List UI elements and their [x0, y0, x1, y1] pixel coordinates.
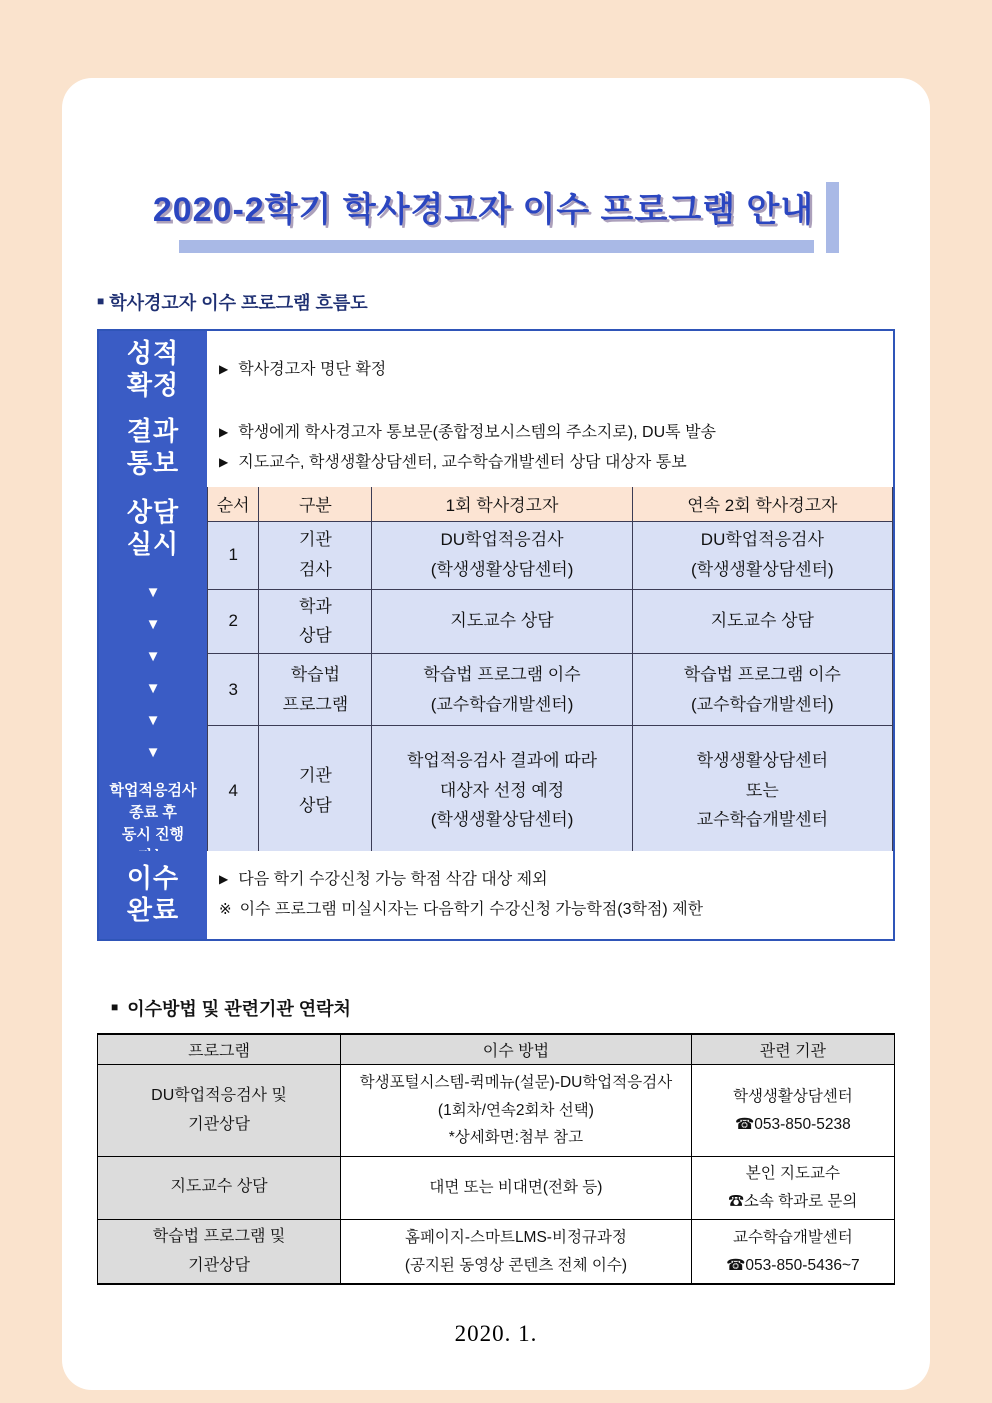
table-row [208, 654, 893, 726]
cell-first-warning: 학업적응검사 결과에 따라 대상자 선정 예정 (학생생활상담센터) [372, 726, 632, 856]
down-arrow-icon: ▼ [145, 712, 161, 730]
sidebar-note-line: 동시 진행 [121, 825, 185, 843]
table-header-row [98, 1034, 895, 1065]
cell-order: 4 [208, 726, 259, 856]
col-header-type: 구분 [259, 487, 372, 521]
stage-label-counsel [99, 487, 207, 851]
sidebar-note-line: 종료 후 [129, 804, 177, 822]
stage-content-grade-confirm [207, 331, 893, 409]
table-row [98, 1219, 895, 1284]
cell-program: 학습법 프로그램 및 기관상담 [98, 1219, 341, 1284]
stage-label-line: 완료 [126, 895, 180, 925]
cell-second-warning: 학생생활상담센터 또는 교수학습개발센터 [632, 726, 892, 856]
title-frame [153, 182, 839, 253]
cell-org: 학생생활상담센터 ☎053-850-5238 [691, 1065, 894, 1157]
stage-label-line: 확정 [126, 370, 180, 400]
cell-type: 기관 검사 [259, 521, 372, 589]
cell-second-warning: 학습법 프로그램 이수 (교수학습개발센터) [632, 654, 892, 726]
flow-note-text: 이수 프로그램 미실시자는 다음학기 수강신청 가능학점(3학점) 제한 [239, 901, 704, 918]
table-row [98, 1157, 895, 1220]
contact-section-heading [97, 995, 895, 1021]
cell-type: 학과 상담 [259, 589, 372, 654]
flow-bullet [219, 355, 893, 385]
title-underline-bar [179, 240, 814, 253]
counsel-program-table [207, 487, 893, 856]
flow-bullet [219, 865, 893, 895]
col-header-method: 이수 방법 [341, 1034, 692, 1065]
flowchart-section-heading [97, 289, 895, 315]
down-arrow-icon: ▼ [145, 584, 161, 602]
down-arrow-icon: ▼ [145, 680, 161, 698]
cell-type: 기관 상담 [259, 726, 372, 856]
cell-org: 교수학습개발센터 ☎053-850-5436~7 [691, 1219, 894, 1284]
triangle-bullet-icon: ▶ [219, 424, 229, 439]
reference-mark-icon: ※ [219, 901, 232, 918]
down-arrow-icon: ▼ [145, 648, 161, 666]
cell-method: 학생포털시스템-퀵메뉴(설문)-DU학업적응검사 (1회차/연속2회차 선택) *상세화면:첨부 참고 [341, 1065, 692, 1157]
table-row [208, 589, 893, 654]
cell-second-warning: 지도교수 상담 [632, 589, 892, 654]
cell-method: 홈페이지-스마트LMS-비정규과정 (공지된 동영상 콘텐츠 전체 이수) [341, 1219, 692, 1284]
flow-bullet [219, 418, 893, 448]
down-arrow-icon: ▼ [145, 744, 161, 762]
cell-org: 본인 지도교수 ☎소속 학과로 문의 [691, 1157, 894, 1220]
flow-bullet-text: 지도교수, 학생생활상담센터, 교수학습개발센터 상담 대상자 통보 [238, 454, 687, 471]
stage-label-result-notify [99, 409, 207, 487]
cell-program: 지도교수 상담 [98, 1157, 341, 1220]
cell-order: 3 [208, 654, 259, 726]
cell-program: DU학업적응검사 및 기관상담 [98, 1065, 341, 1157]
cell-first-warning: 학습법 프로그램 이수 (교수학습개발센터) [372, 654, 632, 726]
page-title: 2020-2학기 학사경고자 이수 프로그램 안내 [152, 191, 815, 229]
table-row [208, 726, 893, 856]
stage-label-line: 상담 [126, 497, 180, 527]
stage-content-counsel [207, 487, 893, 851]
sidebar-note-line: 학업적응검사 [109, 782, 197, 800]
table-row [98, 1065, 895, 1157]
flow-bullet [219, 448, 893, 478]
flow-bullet-text: 학사경고자 명단 확정 [238, 360, 387, 378]
stage-label-completion [99, 851, 207, 939]
triangle-bullet-icon: ▶ [219, 871, 229, 886]
stage-label-line: 이수 [126, 863, 180, 894]
col-header-program: 프로그램 [98, 1034, 341, 1065]
cell-order: 2 [208, 589, 259, 654]
stage-content-result-notify [207, 409, 893, 487]
stage-label-line: 성적 [126, 338, 180, 369]
col-header-order: 순서 [208, 487, 259, 521]
cell-first-warning: 지도교수 상담 [372, 589, 632, 654]
cell-order: 1 [208, 521, 259, 589]
contact-table [97, 1033, 895, 1285]
flow-note [219, 895, 893, 925]
cell-second-warning: DU학업적응검사 (학생생활상담센터) [632, 521, 892, 589]
table-row [208, 521, 893, 589]
flow-arrows [146, 568, 161, 760]
flow-bullet-text: 다음 학기 수강신청 가능 학점 삭감 대상 제외 [238, 870, 548, 888]
col-header-org: 관련 기관 [691, 1034, 894, 1065]
square-bullet-icon: ■ [111, 1000, 119, 1014]
triangle-bullet-icon: ▶ [219, 455, 229, 469]
col-header-first-warning: 1회 학사경고자 [372, 487, 632, 521]
flowchart [97, 329, 895, 941]
stage-content-completion [207, 851, 893, 939]
stage-label-grade-confirm [99, 331, 207, 409]
triangle-bullet-icon: ▶ [219, 361, 229, 376]
cell-method: 대면 또는 비대면(전화 등) [341, 1157, 692, 1220]
document-card [62, 78, 930, 1390]
footer-date: 2020. 1. [454, 1321, 538, 1347]
down-arrow-icon: ▼ [145, 616, 161, 634]
cell-first-warning: DU학업적응검사 (학생생활상담센터) [372, 521, 632, 589]
stage-label-line: 실시 [126, 528, 180, 559]
contact-heading-label: 이수방법 및 관련기관 연락처 [127, 999, 351, 1019]
title-block [97, 182, 895, 253]
col-header-second-warning: 연속 2회 학사경고자 [632, 487, 892, 521]
stage-label-line: 통보 [126, 448, 180, 478]
flow-bullet-text: 학생에게 학사경고자 통보문(종합정보시스템의 주소지로), DU톡 발송 [238, 423, 716, 441]
table-header-row [208, 487, 893, 521]
cell-type: 학습법 프로그램 [259, 654, 372, 726]
flowchart-heading-label: 학사경고자 이수 프로그램 흐름도 [109, 293, 368, 313]
stage-label-line: 결과 [126, 416, 180, 447]
square-bullet-icon: ■ [97, 294, 105, 308]
